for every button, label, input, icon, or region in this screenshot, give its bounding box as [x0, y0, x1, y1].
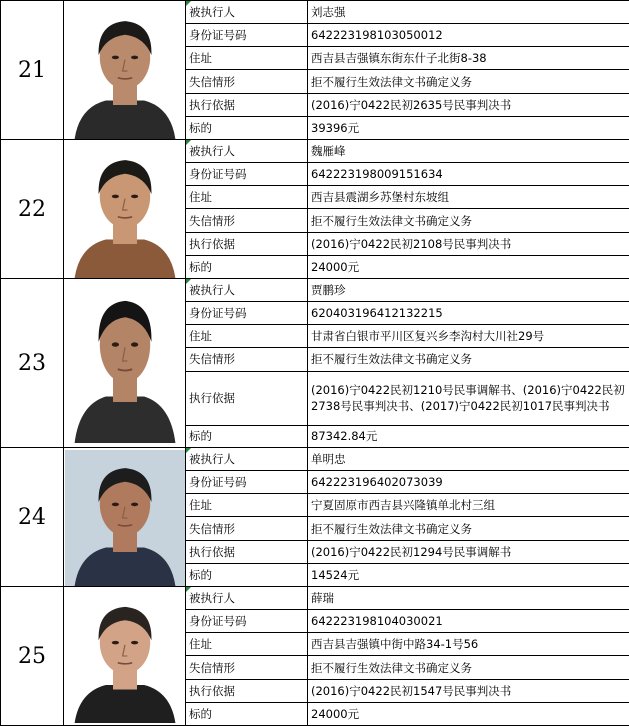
- field-value-id: 642223198009151634: [308, 163, 629, 186]
- debtor-table-body: [1, 1, 629, 726]
- portrait-photo: [65, 142, 185, 278]
- portrait-photo: [65, 3, 185, 139]
- record-row: [1, 1, 629, 24]
- field-label-id: 身份证号码: [186, 24, 308, 47]
- field-value-address: 西吉县吉强镇东街东什子北街8-38: [308, 47, 629, 70]
- field-label-amount: 标的: [186, 425, 308, 447]
- field-label-name: [186, 587, 308, 610]
- field-value-id: 642223198103050012: [308, 24, 629, 47]
- field-value-name: 单明忠: [308, 448, 629, 471]
- field-label-address: 住址: [186, 186, 308, 209]
- field-value-name: 贾鹏珍: [308, 279, 629, 302]
- photo-cell: [64, 279, 186, 448]
- record-row: [1, 448, 629, 471]
- field-label-address: 住址: [186, 494, 308, 517]
- field-label-amount: 标的: [186, 116, 308, 139]
- photo-cell: [64, 140, 186, 279]
- record-number: 24: [1, 448, 64, 587]
- field-label-amount: 标的: [186, 702, 308, 725]
- photo-left-eye: [112, 195, 119, 199]
- field-value-situation: 拒不履行生效法律文书确定义务: [308, 209, 629, 232]
- photo-left-eye: [112, 503, 119, 507]
- cell-corner-marker: [186, 587, 191, 592]
- photo-cell: [64, 448, 186, 587]
- field-label-name: [186, 448, 308, 471]
- field-label-text: 被执行人: [189, 144, 235, 159]
- field-value-situation: 拒不履行生效法律文书确定义务: [308, 517, 629, 540]
- cell-corner-marker: [186, 1, 191, 6]
- field-label-text: 被执行人: [189, 591, 235, 606]
- field-label-id: 身份证号码: [186, 302, 308, 325]
- field-label-name: [186, 279, 308, 302]
- photo-right-eye: [131, 56, 138, 60]
- photo-right-eye: [131, 641, 138, 645]
- field-value-basis: (2016)宁0422民初1210号民事调解书、(2016)宁0422民初2738号民事判决书、(2017)宁0422民初1017民事判决书: [308, 371, 629, 425]
- record-row: [1, 279, 629, 302]
- photo-cell: [64, 587, 186, 726]
- field-value-situation: 拒不履行生效法律文书确定义务: [308, 656, 629, 679]
- field-label-situation: 失信情形: [186, 656, 308, 679]
- record-row: [1, 140, 629, 163]
- field-value-id: 620403196412132215: [308, 302, 629, 325]
- field-value-basis: (2016)宁0422民初2635号民事判决书: [308, 93, 629, 116]
- field-value-situation: 拒不履行生效法律文书确定义务: [308, 70, 629, 93]
- field-label-situation: 失信情形: [186, 348, 308, 371]
- field-label-text: 被执行人: [189, 283, 235, 298]
- field-value-address: 西吉县吉强镇中街中路34-1号56: [308, 633, 629, 656]
- field-label-basis: 执行依据: [186, 679, 308, 702]
- cell-corner-marker: [186, 448, 191, 453]
- record-number: 22: [1, 140, 64, 279]
- field-label-basis: 执行依据: [186, 93, 308, 116]
- field-label-address: 住址: [186, 325, 308, 348]
- field-value-amount: 24000元: [308, 702, 629, 725]
- portrait-photo: [65, 450, 185, 586]
- field-label-text: 被执行人: [189, 5, 235, 20]
- field-value-address: 宁夏固原市西吉县兴隆镇单北村三组: [308, 494, 629, 517]
- field-label-id: 身份证号码: [186, 163, 308, 186]
- photo-left-eye: [112, 641, 119, 645]
- field-value-address: 西吉县震湖乡苏堡村东坡组: [308, 186, 629, 209]
- field-label-basis: 执行依据: [186, 371, 308, 425]
- photo-left-eye: [112, 56, 119, 60]
- field-label-address: 住址: [186, 633, 308, 656]
- field-value-address: 甘肃省白银市平川区复兴乡李沟村大川社29号: [308, 325, 629, 348]
- field-value-basis: (2016)宁0422民初1547号民事判决书: [308, 679, 629, 702]
- field-label-name: [186, 140, 308, 163]
- field-label-basis: 执行依据: [186, 540, 308, 563]
- photo-right-eye: [131, 195, 138, 199]
- field-label-amount: 标的: [186, 255, 308, 278]
- field-value-basis: (2016)宁0422民初1294号民事调解书: [308, 540, 629, 563]
- field-value-basis: (2016)宁0422民初2108号民事判决书: [308, 232, 629, 255]
- field-label-address: 住址: [186, 47, 308, 70]
- field-label-situation: 失信情形: [186, 209, 308, 232]
- photo-cell: [64, 1, 186, 140]
- portrait-photo: [65, 279, 185, 443]
- field-label-id: 身份证号码: [186, 610, 308, 633]
- field-label-text: 被执行人: [189, 452, 235, 467]
- photo-left-eye: [112, 342, 119, 346]
- field-value-amount: 24000元: [308, 255, 629, 278]
- record-row: [1, 587, 629, 610]
- field-value-name: 薛瑞: [308, 587, 629, 610]
- field-value-name: 刘志强: [308, 1, 629, 24]
- cell-corner-marker: [186, 279, 191, 284]
- field-value-amount: 87342.84元: [308, 425, 629, 447]
- cell-corner-marker: [186, 140, 191, 145]
- field-label-name: [186, 1, 308, 24]
- portrait-photo: [65, 589, 185, 723]
- record-number: 25: [1, 587, 64, 726]
- record-number: 21: [1, 1, 64, 140]
- field-value-amount: 39396元: [308, 116, 629, 139]
- photo-right-eye: [131, 503, 138, 507]
- field-label-situation: 失信情形: [186, 70, 308, 93]
- field-value-amount: 14524元: [308, 563, 629, 586]
- field-value-id: 642223198104030021: [308, 610, 629, 633]
- field-label-amount: 标的: [186, 563, 308, 586]
- field-label-situation: 失信情形: [186, 517, 308, 540]
- field-value-situation: 拒不履行生效法律文书确定义务: [308, 348, 629, 371]
- field-value-id: 642223196402073039: [308, 471, 629, 494]
- field-label-basis: 执行依据: [186, 232, 308, 255]
- field-value-name: 魏雁峰: [308, 140, 629, 163]
- photo-right-eye: [131, 342, 138, 346]
- field-label-id: 身份证号码: [186, 471, 308, 494]
- record-number: 23: [1, 279, 64, 448]
